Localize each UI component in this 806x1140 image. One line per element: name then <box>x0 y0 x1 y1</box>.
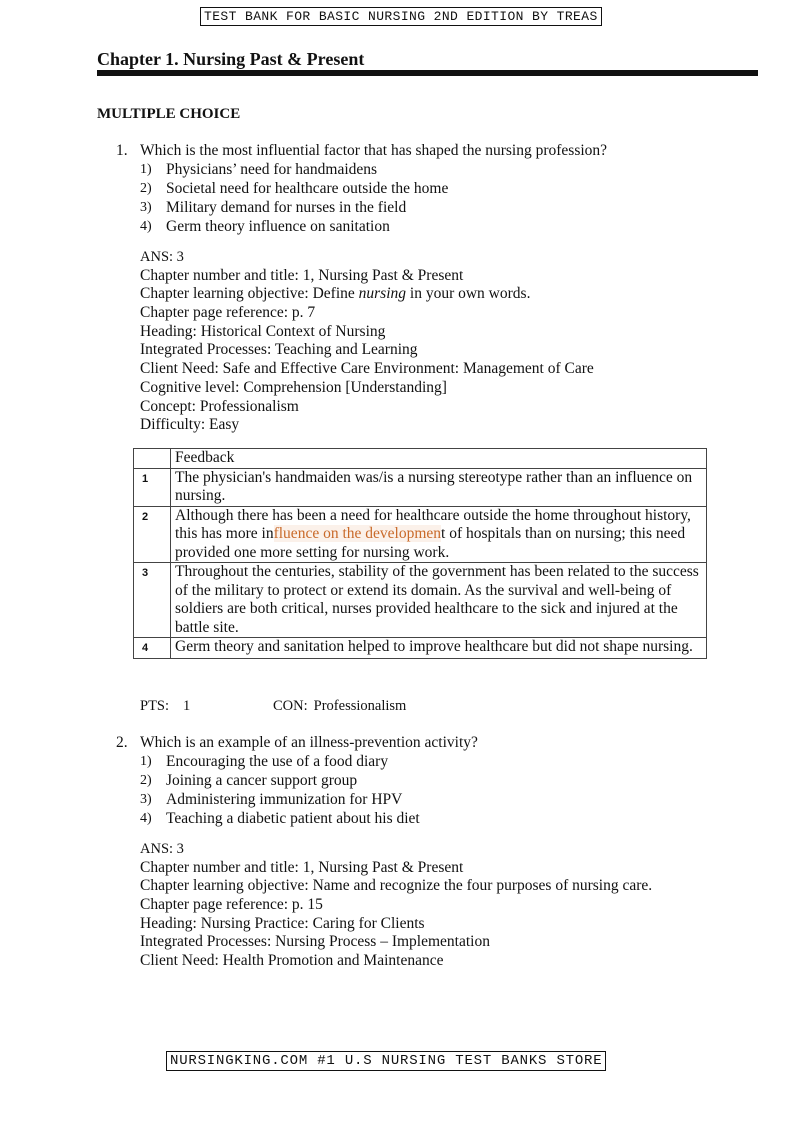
option-1 <box>140 160 594 179</box>
question-number: 2. <box>116 734 128 751</box>
feedback-row <box>134 638 707 659</box>
option-3 <box>140 198 594 217</box>
meta-heading: Heading: Historical Context of Nursing <box>140 322 386 340</box>
option-number: 1) <box>140 162 152 177</box>
highlighted-text: fluence on the developmen <box>273 525 442 542</box>
concept-value: Professionalism <box>313 698 407 714</box>
feedback-header-blank <box>134 449 171 469</box>
objective-prefix: Chapter learning objective: Define <box>140 285 359 303</box>
option-number: 4) <box>140 811 152 826</box>
meta-client-need: Client Need: Safe and Effective Care Environment: Management of Care <box>140 360 594 378</box>
option-1 <box>140 752 652 771</box>
option-text: Encouraging the use of a food diary <box>166 753 389 770</box>
option-2 <box>140 771 652 790</box>
points-label: PTS: <box>140 698 170 714</box>
objective-emphasis: nursing <box>358 285 407 303</box>
meta-chapter-title: Chapter number and title: 1, Nursing Past & Present <box>140 858 464 876</box>
option-text: Societal need for healthcare outside the home <box>166 180 449 197</box>
option-number: 1) <box>140 754 152 769</box>
objective-suffix: in your own words. <box>406 285 531 303</box>
meta-integrated-processes: Integrated Processes: Nursing Process – Implementation <box>140 933 490 951</box>
meta-chapter-title: Chapter number and title: 1, Nursing Past & Present <box>140 266 464 284</box>
option-4 <box>140 809 652 828</box>
option-2 <box>140 179 594 198</box>
feedback-number: 2 <box>134 506 171 563</box>
feedback-header: Feedback <box>171 449 707 469</box>
title-rule <box>97 70 758 76</box>
answer-options <box>140 752 652 828</box>
option-number: 3) <box>140 200 152 215</box>
feedback-text: Germ theory and sanitation helped to improve healthcare but did not shape nursing. <box>171 638 707 659</box>
option-text: Germ theory influence on sanitation <box>166 218 390 235</box>
question-2 <box>116 733 652 971</box>
meta-cognitive-level: Cognitive level: Comprehension [Understanding] <box>140 378 447 396</box>
meta-heading: Heading: Nursing Practice: Caring for Clients <box>140 914 425 932</box>
option-text: Physicians’ need for handmaidens <box>166 161 378 178</box>
feedback-text <box>171 506 707 563</box>
meta-integrated-processes: Integrated Processes: Teaching and Learning <box>140 341 418 359</box>
meta-learning-objective: Chapter learning objective: Name and recognize the four purposes of nursing care. <box>140 877 653 895</box>
footer-banner: NURSINGKING.COM #1 U.S NURSING TEST BANKS STORE <box>166 1051 606 1071</box>
feedback-text-part: t of hospitals than on nursing; this need provided one more setting for nursing work. <box>175 525 686 561</box>
question-metadata <box>140 248 594 435</box>
points-value: 1 <box>183 698 191 714</box>
option-text: Joining a cancer support group <box>166 772 358 789</box>
meta-page-reference: Chapter page reference: p. 7 <box>140 304 316 322</box>
feedback-text-part: Although there has been a need for healthcare outside the home throughout history, this has more in <box>175 506 691 542</box>
meta-learning-objective <box>140 285 594 304</box>
meta-page-reference: Chapter page reference: p. 15 <box>140 896 323 914</box>
question-metadata <box>140 840 652 971</box>
answer-key: ANS: 3 <box>140 249 184 265</box>
meta-client-need: Client Need: Health Promotion and Maintenance <box>140 952 444 970</box>
chapter-title: Chapter 1. Nursing Past & Present <box>97 49 365 69</box>
answer-key: ANS: 3 <box>140 841 184 857</box>
option-number: 2) <box>140 773 152 788</box>
question-stem: Which is the most influential factor that has shaped the nursing profession? <box>140 142 608 159</box>
option-text: Administering immunization for HPV <box>166 791 403 808</box>
feedback-number: 3 <box>134 563 171 638</box>
option-4 <box>140 217 594 236</box>
points-concept-line <box>140 698 407 715</box>
feedback-number: 1 <box>134 468 171 506</box>
option-3 <box>140 790 652 809</box>
option-number: 4) <box>140 219 152 234</box>
header-banner: TEST BANK FOR BASIC NURSING 2ND EDITION BY TREAS <box>200 7 602 26</box>
meta-concept: Concept: Professionalism <box>140 397 299 415</box>
concept-label: CON: <box>273 698 308 714</box>
feedback-text: The physician's handmaiden was/is a nursing stereotype rather than an influence on nursing. <box>171 468 707 506</box>
feedback-header-row <box>134 449 707 469</box>
feedback-row <box>134 563 707 638</box>
question-1 <box>116 141 608 435</box>
feedback-text: Throughout the centuries, stability of the government has been related to the success of the military to protect or extend its domain. As the survival and well-being of soldiers are both critical, nurses provided healthcare to the sick and injured at the battle site. <box>171 563 707 638</box>
option-number: 2) <box>140 181 152 196</box>
answer-options <box>140 160 594 236</box>
question-stem: Which is an example of an illness-prevention activity? <box>140 734 478 751</box>
option-text: Military demand for nurses in the field <box>166 199 407 216</box>
option-text: Teaching a diabetic patient about his diet <box>166 810 420 827</box>
meta-difficulty: Difficulty: Easy <box>140 416 240 434</box>
feedback-number: 4 <box>134 638 171 659</box>
question-number: 1. <box>116 142 128 159</box>
feedback-row <box>134 506 707 563</box>
option-number: 3) <box>140 792 152 807</box>
feedback-row <box>134 468 707 506</box>
section-heading: MULTIPLE CHOICE <box>97 106 241 122</box>
feedback-table <box>133 448 707 659</box>
